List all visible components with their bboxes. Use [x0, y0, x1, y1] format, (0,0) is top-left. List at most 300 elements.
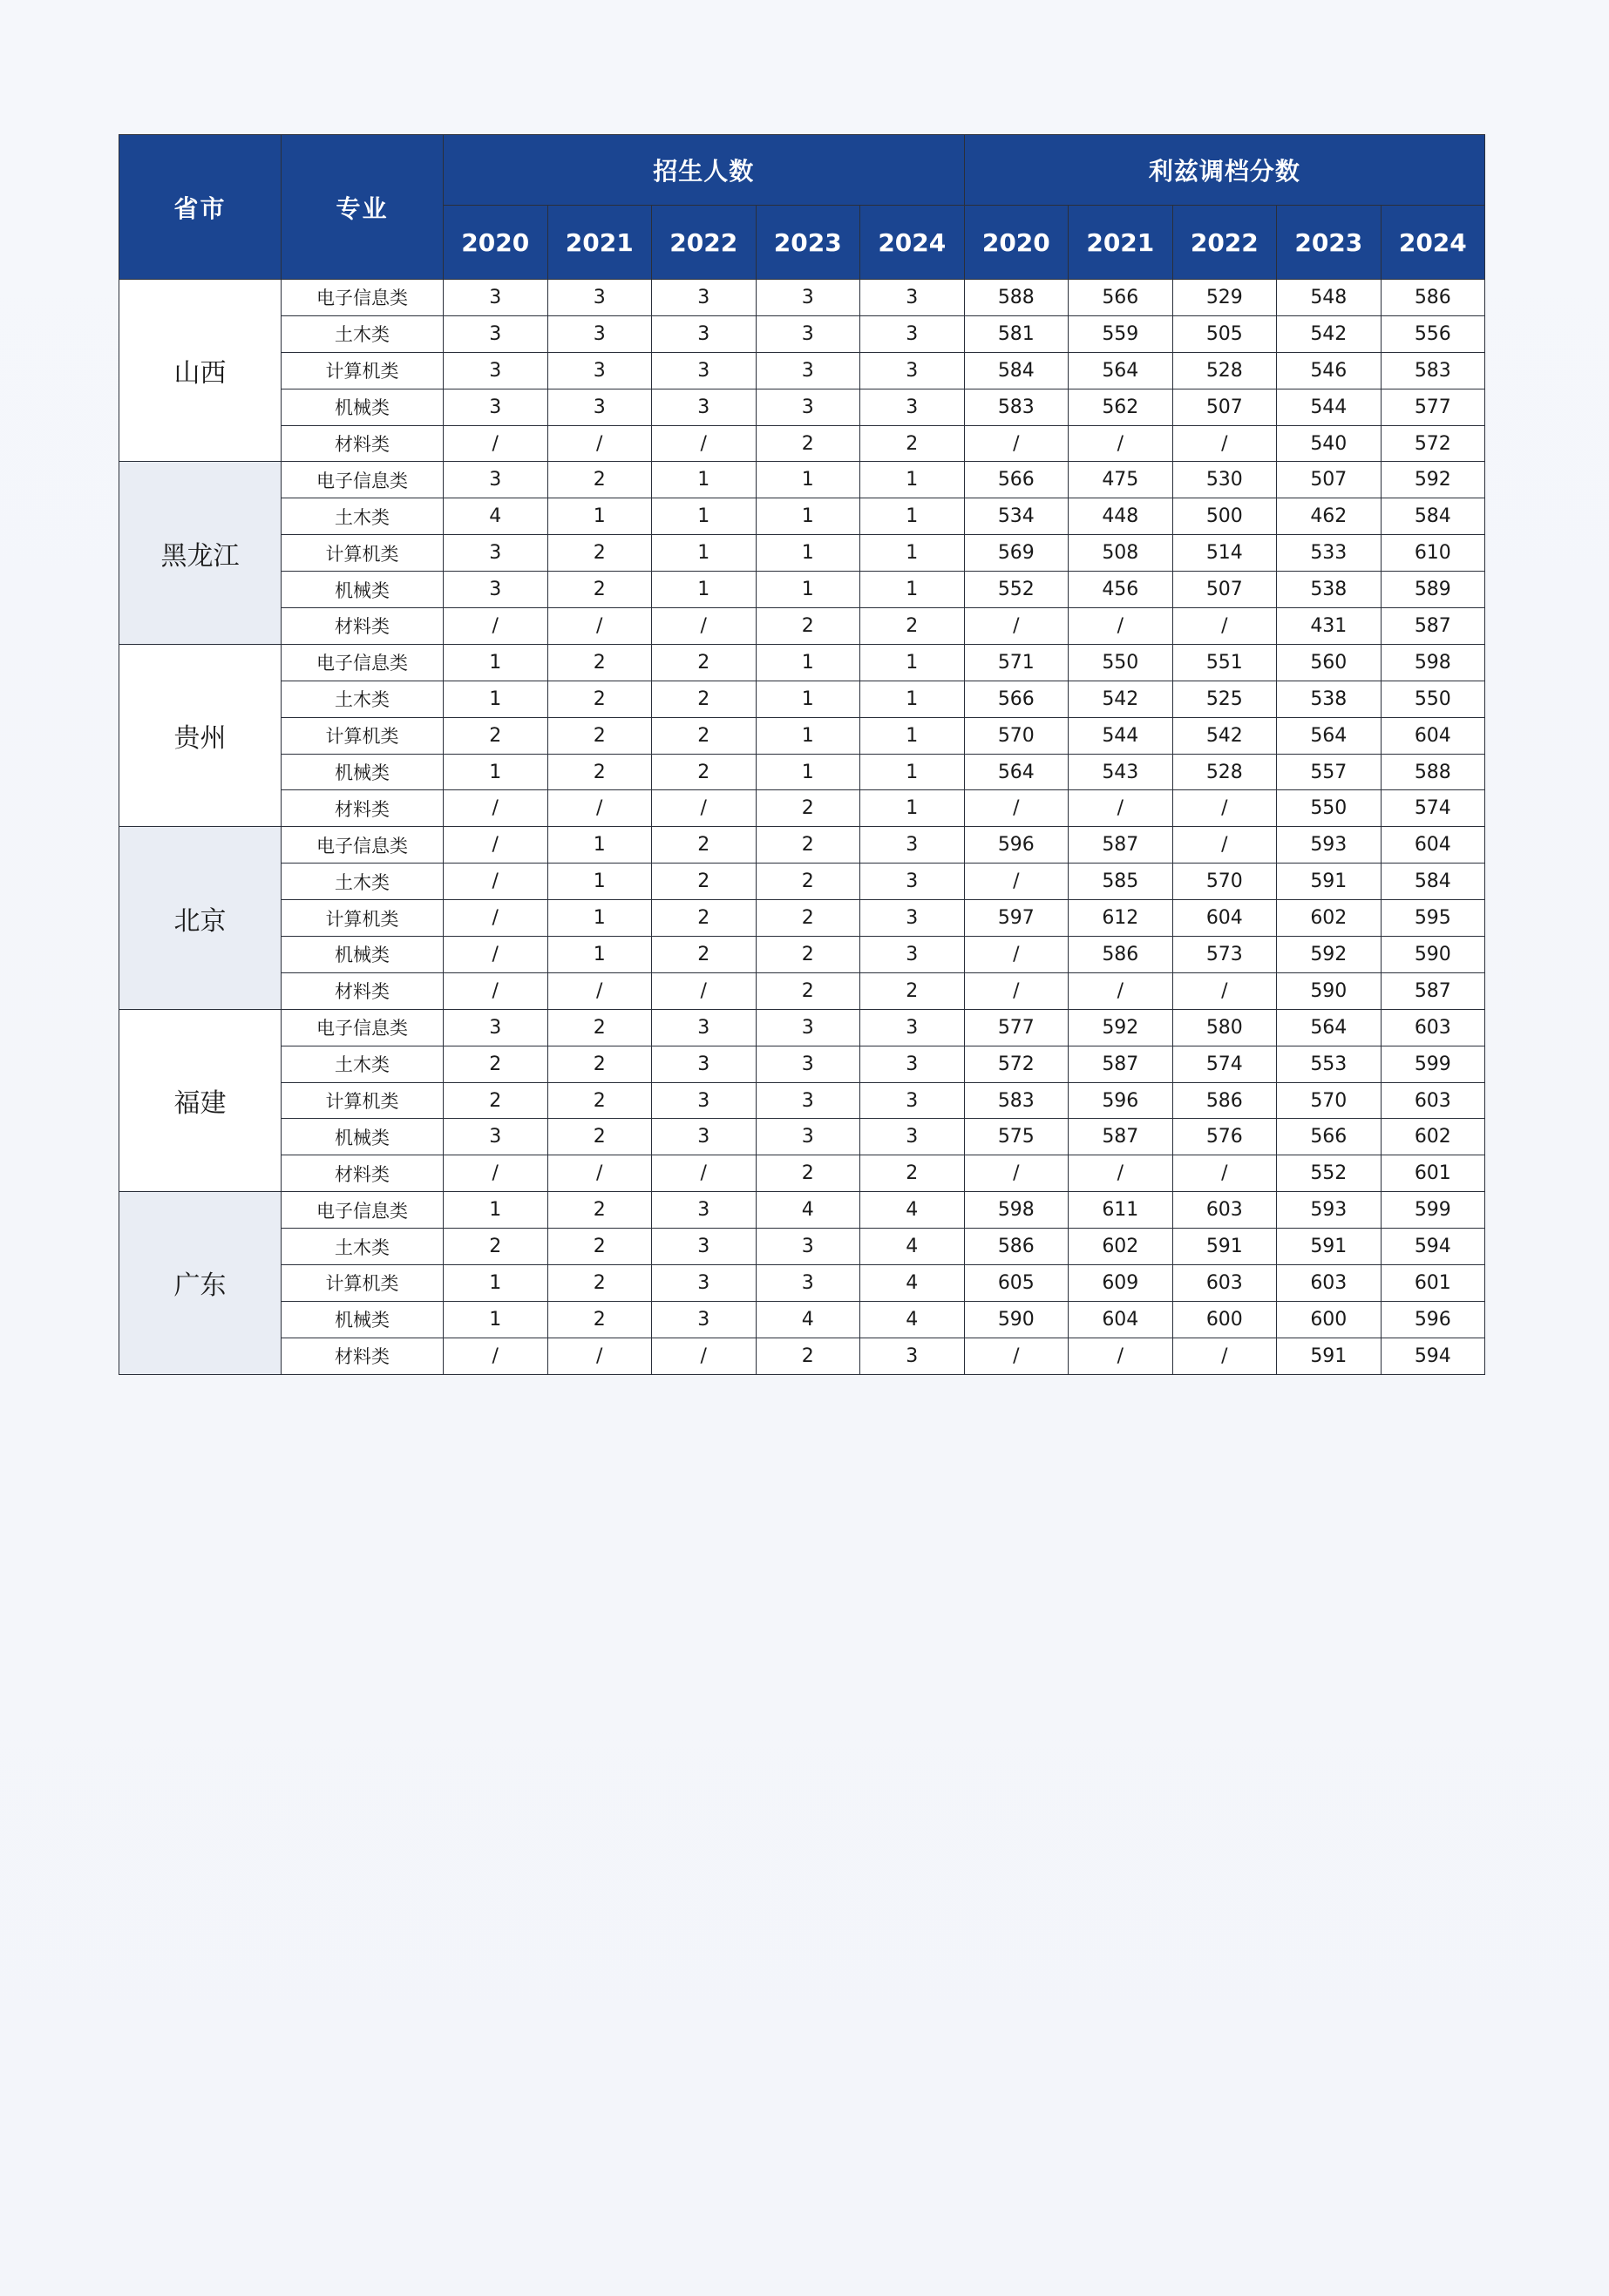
score-cell: 592: [1069, 1009, 1173, 1046]
score-cell: 529: [1172, 280, 1277, 316]
enroll-count-cell: 3: [547, 352, 652, 389]
table-row: [119, 280, 1485, 316]
major-cell: 机械类: [282, 937, 444, 973]
score-cell: 575: [964, 1119, 1069, 1155]
enroll-count-cell: 2: [756, 827, 860, 864]
enroll-count-cell: 4: [860, 1229, 965, 1265]
score-cell: 448: [1069, 498, 1173, 535]
enroll-count-cell: 2: [652, 644, 757, 681]
score-cell: 550: [1069, 644, 1173, 681]
enroll-count-cell: 2: [756, 972, 860, 1009]
enroll-count-cell: 1: [444, 1265, 548, 1302]
table-row: [119, 608, 1485, 645]
score-cell: 586: [1069, 937, 1173, 973]
score-cell: 538: [1277, 681, 1382, 717]
enroll-count-cell: 1: [756, 535, 860, 572]
header-score-year: 2023: [1277, 206, 1382, 280]
score-cell: /: [1172, 1338, 1277, 1374]
table-row: [119, 389, 1485, 425]
score-cell: 603: [1277, 1265, 1382, 1302]
enroll-count-cell: 3: [860, 1009, 965, 1046]
score-cell: 514: [1172, 535, 1277, 572]
enroll-count-cell: 3: [756, 1229, 860, 1265]
enroll-count-cell: 2: [756, 790, 860, 827]
enroll-count-cell: 2: [652, 754, 757, 790]
enroll-count-cell: /: [547, 1338, 652, 1374]
score-cell: 528: [1172, 352, 1277, 389]
enroll-count-cell: 3: [652, 389, 757, 425]
header-enroll-group: 招生人数: [444, 135, 965, 206]
score-cell: 570: [1172, 864, 1277, 900]
score-cell: 564: [1277, 717, 1382, 754]
score-cell: 597: [964, 900, 1069, 937]
enroll-count-cell: 1: [652, 572, 757, 608]
enroll-count-cell: 3: [444, 280, 548, 316]
enroll-count-cell: /: [444, 425, 548, 462]
enroll-count-cell: 2: [860, 1155, 965, 1192]
enroll-count-cell: 3: [860, 1119, 965, 1155]
score-cell: /: [964, 864, 1069, 900]
score-cell: 564: [1069, 352, 1173, 389]
enroll-count-cell: 1: [756, 572, 860, 608]
enroll-count-cell: /: [547, 1155, 652, 1192]
score-cell: 553: [1277, 1046, 1382, 1082]
score-cell: 610: [1381, 535, 1485, 572]
score-cell: 605: [964, 1265, 1069, 1302]
enroll-count-cell: 2: [547, 1009, 652, 1046]
enroll-count-cell: 2: [547, 681, 652, 717]
score-cell: 590: [1277, 972, 1382, 1009]
enroll-count-cell: 3: [652, 1301, 757, 1338]
score-cell: /: [1172, 608, 1277, 645]
enroll-count-cell: 3: [444, 572, 548, 608]
enroll-count-cell: 2: [652, 864, 757, 900]
score-cell: 475: [1069, 462, 1173, 498]
score-cell: 552: [1277, 1155, 1382, 1192]
enroll-count-cell: 1: [860, 535, 965, 572]
score-cell: 596: [1069, 1082, 1173, 1119]
table-row: [119, 754, 1485, 790]
major-cell: 计算机类: [282, 352, 444, 389]
score-cell: 530: [1172, 462, 1277, 498]
score-cell: 586: [1172, 1082, 1277, 1119]
score-cell: 566: [1277, 1119, 1382, 1155]
enroll-count-cell: 3: [756, 280, 860, 316]
enroll-count-cell: 1: [860, 681, 965, 717]
score-cell: 551: [1172, 644, 1277, 681]
enroll-count-cell: 2: [756, 900, 860, 937]
score-cell: 591: [1277, 864, 1382, 900]
score-cell: /: [1069, 790, 1173, 827]
score-cell: 525: [1172, 681, 1277, 717]
major-cell: 材料类: [282, 1338, 444, 1374]
score-cell: 542: [1172, 717, 1277, 754]
major-cell: 材料类: [282, 608, 444, 645]
enroll-count-cell: 1: [652, 498, 757, 535]
score-cell: 587: [1069, 1046, 1173, 1082]
table-row: [119, 572, 1485, 608]
major-cell: 计算机类: [282, 1265, 444, 1302]
enroll-count-cell: 3: [652, 1119, 757, 1155]
enroll-count-cell: 1: [547, 937, 652, 973]
enroll-count-cell: 2: [547, 535, 652, 572]
score-cell: 572: [1381, 425, 1485, 462]
score-cell: 601: [1381, 1265, 1485, 1302]
major-cell: 机械类: [282, 1301, 444, 1338]
enroll-count-cell: 3: [444, 1119, 548, 1155]
table-row: [119, 1338, 1485, 1374]
enroll-count-cell: 2: [547, 1119, 652, 1155]
score-cell: 507: [1277, 462, 1382, 498]
score-cell: 593: [1277, 827, 1382, 864]
major-cell: 计算机类: [282, 900, 444, 937]
enroll-count-cell: 1: [860, 498, 965, 535]
enroll-count-cell: 4: [756, 1192, 860, 1229]
score-cell: 603: [1381, 1009, 1485, 1046]
score-cell: 588: [1381, 754, 1485, 790]
enroll-count-cell: 3: [860, 900, 965, 937]
header-enroll-year: 2024: [860, 206, 965, 280]
score-cell: 538: [1277, 572, 1382, 608]
score-cell: 507: [1172, 572, 1277, 608]
table-row: [119, 1301, 1485, 1338]
enroll-count-cell: /: [444, 1338, 548, 1374]
table-row: [119, 535, 1485, 572]
score-cell: 600: [1172, 1301, 1277, 1338]
score-cell: /: [1172, 972, 1277, 1009]
table-row: [119, 790, 1485, 827]
score-cell: 592: [1277, 937, 1382, 973]
table-body: [119, 280, 1485, 1375]
enroll-count-cell: /: [652, 608, 757, 645]
score-cell: 534: [964, 498, 1069, 535]
score-cell: 586: [964, 1229, 1069, 1265]
enroll-count-cell: 1: [444, 1192, 548, 1229]
enroll-count-cell: 3: [860, 864, 965, 900]
score-cell: 591: [1277, 1229, 1382, 1265]
header-province: 省市: [119, 135, 282, 280]
header-score-year: 2022: [1172, 206, 1277, 280]
score-cell: 594: [1381, 1229, 1485, 1265]
score-cell: 543: [1069, 754, 1173, 790]
enroll-count-cell: /: [652, 1155, 757, 1192]
score-cell: 609: [1069, 1265, 1173, 1302]
table-row: [119, 1155, 1485, 1192]
table-row: [119, 937, 1485, 973]
major-cell: 土木类: [282, 1046, 444, 1082]
table-row: [119, 1119, 1485, 1155]
enroll-count-cell: 4: [444, 498, 548, 535]
admission-score-table: [119, 134, 1485, 1375]
score-cell: 564: [1277, 1009, 1382, 1046]
score-cell: 533: [1277, 535, 1382, 572]
enroll-count-cell: 1: [547, 900, 652, 937]
score-cell: 540: [1277, 425, 1382, 462]
score-cell: 590: [964, 1301, 1069, 1338]
enroll-count-cell: 3: [444, 352, 548, 389]
score-cell: /: [1069, 972, 1173, 1009]
score-cell: 583: [964, 389, 1069, 425]
score-cell: 598: [964, 1192, 1069, 1229]
score-cell: 557: [1277, 754, 1382, 790]
score-cell: 573: [1172, 937, 1277, 973]
enroll-count-cell: /: [444, 972, 548, 1009]
score-cell: 566: [1069, 280, 1173, 316]
enroll-count-cell: 4: [860, 1192, 965, 1229]
score-cell: /: [1069, 425, 1173, 462]
enroll-count-cell: 3: [756, 1009, 860, 1046]
enroll-count-cell: /: [444, 864, 548, 900]
enroll-count-cell: 4: [756, 1301, 860, 1338]
enroll-count-cell: 3: [652, 1082, 757, 1119]
enroll-count-cell: /: [444, 937, 548, 973]
enroll-count-cell: /: [652, 425, 757, 462]
score-cell: 581: [964, 315, 1069, 352]
enroll-count-cell: 2: [547, 1265, 652, 1302]
enroll-count-cell: /: [444, 790, 548, 827]
score-cell: 604: [1381, 717, 1485, 754]
score-cell: /: [1069, 1155, 1173, 1192]
enroll-count-cell: 3: [860, 280, 965, 316]
score-cell: 507: [1172, 389, 1277, 425]
table-row: [119, 900, 1485, 937]
header-score-year: 2024: [1381, 206, 1485, 280]
enroll-count-cell: 2: [756, 1338, 860, 1374]
enroll-count-cell: 3: [444, 535, 548, 572]
score-cell: 546: [1277, 352, 1382, 389]
province-cell: 贵州: [119, 644, 282, 826]
header-score-year: 2020: [964, 206, 1069, 280]
enroll-count-cell: 3: [860, 1046, 965, 1082]
score-cell: 528: [1172, 754, 1277, 790]
enroll-count-cell: 2: [756, 937, 860, 973]
score-cell: 604: [1172, 900, 1277, 937]
enroll-count-cell: 2: [652, 681, 757, 717]
score-cell: /: [964, 1155, 1069, 1192]
enroll-count-cell: 1: [860, 644, 965, 681]
score-cell: 550: [1381, 681, 1485, 717]
enroll-count-cell: 1: [444, 754, 548, 790]
score-cell: 603: [1172, 1265, 1277, 1302]
score-cell: /: [1172, 790, 1277, 827]
score-cell: 592: [1381, 462, 1485, 498]
enroll-count-cell: 3: [756, 315, 860, 352]
enroll-count-cell: 2: [860, 608, 965, 645]
header-enroll-year: 2023: [756, 206, 860, 280]
enroll-count-cell: 2: [756, 608, 860, 645]
score-cell: 462: [1277, 498, 1382, 535]
table-row: [119, 681, 1485, 717]
enroll-count-cell: 1: [547, 864, 652, 900]
score-cell: 550: [1277, 790, 1382, 827]
score-cell: 574: [1172, 1046, 1277, 1082]
score-cell: 588: [964, 280, 1069, 316]
header-score-year: 2021: [1069, 206, 1173, 280]
enroll-count-cell: 2: [444, 1046, 548, 1082]
enroll-count-cell: 3: [756, 1119, 860, 1155]
score-cell: 560: [1277, 644, 1382, 681]
score-cell: 552: [964, 572, 1069, 608]
enroll-count-cell: 2: [652, 717, 757, 754]
enroll-count-cell: 3: [860, 1338, 965, 1374]
major-cell: 土木类: [282, 498, 444, 535]
enroll-count-cell: 2: [547, 572, 652, 608]
score-cell: 572: [964, 1046, 1069, 1082]
enroll-count-cell: 2: [860, 425, 965, 462]
score-cell: 566: [964, 681, 1069, 717]
enroll-count-cell: 1: [756, 498, 860, 535]
score-cell: 596: [1381, 1301, 1485, 1338]
score-cell: 566: [964, 462, 1069, 498]
score-cell: 589: [1381, 572, 1485, 608]
enroll-count-cell: 1: [444, 681, 548, 717]
enroll-count-cell: 1: [756, 754, 860, 790]
score-cell: /: [1172, 827, 1277, 864]
enroll-count-cell: 2: [547, 717, 652, 754]
score-cell: 601: [1381, 1155, 1485, 1192]
score-cell: 559: [1069, 315, 1173, 352]
major-cell: 土木类: [282, 681, 444, 717]
table-header: [119, 135, 1485, 280]
score-cell: 500: [1172, 498, 1277, 535]
enroll-count-cell: /: [547, 972, 652, 1009]
score-cell: 591: [1172, 1229, 1277, 1265]
header-enroll-year: 2022: [652, 206, 757, 280]
score-cell: /: [1172, 425, 1277, 462]
major-cell: 材料类: [282, 972, 444, 1009]
score-cell: 584: [1381, 498, 1485, 535]
table-row: [119, 644, 1485, 681]
table-row: [119, 462, 1485, 498]
score-cell: 598: [1381, 644, 1485, 681]
major-cell: 土木类: [282, 315, 444, 352]
score-cell: /: [964, 790, 1069, 827]
enroll-count-cell: 3: [444, 1009, 548, 1046]
enroll-count-cell: 1: [756, 681, 860, 717]
score-cell: /: [964, 425, 1069, 462]
table-row: [119, 498, 1485, 535]
score-cell: 505: [1172, 315, 1277, 352]
enroll-count-cell: /: [652, 790, 757, 827]
score-cell: 584: [1381, 864, 1485, 900]
enroll-count-cell: 2: [444, 1229, 548, 1265]
score-cell: 556: [1381, 315, 1485, 352]
score-cell: /: [1069, 608, 1173, 645]
score-cell: 564: [964, 754, 1069, 790]
score-cell: 548: [1277, 280, 1382, 316]
enroll-count-cell: 1: [444, 1301, 548, 1338]
major-cell: 电子信息类: [282, 1192, 444, 1229]
enroll-count-cell: 3: [652, 1009, 757, 1046]
table-row: [119, 1265, 1485, 1302]
enroll-count-cell: /: [652, 972, 757, 1009]
table-row: [119, 717, 1485, 754]
major-cell: 材料类: [282, 1155, 444, 1192]
table-row: [119, 1046, 1485, 1082]
enroll-count-cell: 3: [652, 1192, 757, 1229]
score-cell: 604: [1381, 827, 1485, 864]
score-cell: 600: [1277, 1301, 1382, 1338]
enroll-count-cell: 2: [860, 972, 965, 1009]
major-cell: 土木类: [282, 1229, 444, 1265]
enroll-count-cell: 3: [860, 1082, 965, 1119]
enroll-count-cell: 1: [860, 572, 965, 608]
score-cell: 586: [1381, 280, 1485, 316]
score-cell: 544: [1069, 717, 1173, 754]
enroll-count-cell: 1: [444, 644, 548, 681]
enroll-count-cell: /: [444, 1155, 548, 1192]
enroll-count-cell: 3: [860, 389, 965, 425]
enroll-count-cell: 3: [756, 352, 860, 389]
enroll-count-cell: 3: [756, 1265, 860, 1302]
score-cell: 569: [964, 535, 1069, 572]
enroll-count-cell: 2: [444, 717, 548, 754]
major-cell: 土木类: [282, 864, 444, 900]
table-row: [119, 1192, 1485, 1229]
enroll-count-cell: 1: [860, 462, 965, 498]
score-cell: 599: [1381, 1046, 1485, 1082]
score-cell: 595: [1381, 900, 1485, 937]
score-cell: 612: [1069, 900, 1173, 937]
header-row-groups: [119, 135, 1485, 206]
header-major: 专业: [282, 135, 444, 280]
major-cell: 计算机类: [282, 717, 444, 754]
enroll-count-cell: 1: [652, 535, 757, 572]
score-cell: 431: [1277, 608, 1382, 645]
score-cell: 562: [1069, 389, 1173, 425]
score-cell: 584: [964, 352, 1069, 389]
enroll-count-cell: 3: [547, 315, 652, 352]
enroll-count-cell: 2: [547, 644, 652, 681]
score-cell: 576: [1172, 1119, 1277, 1155]
table-row: [119, 352, 1485, 389]
major-cell: 电子信息类: [282, 462, 444, 498]
enroll-count-cell: 1: [860, 717, 965, 754]
score-cell: 591: [1277, 1338, 1382, 1374]
score-cell: 603: [1381, 1082, 1485, 1119]
enroll-count-cell: /: [547, 608, 652, 645]
major-cell: 电子信息类: [282, 280, 444, 316]
score-cell: 594: [1381, 1338, 1485, 1374]
score-cell: 583: [1381, 352, 1485, 389]
table-row: [119, 972, 1485, 1009]
province-cell: 山西: [119, 280, 282, 462]
score-cell: 611: [1069, 1192, 1173, 1229]
enroll-count-cell: 3: [756, 1046, 860, 1082]
score-cell: 585: [1069, 864, 1173, 900]
score-cell: 593: [1277, 1192, 1382, 1229]
major-cell: 电子信息类: [282, 827, 444, 864]
score-cell: /: [964, 937, 1069, 973]
province-cell: 北京: [119, 827, 282, 1009]
enroll-count-cell: 2: [652, 827, 757, 864]
table-row: [119, 1082, 1485, 1119]
enroll-count-cell: 1: [547, 827, 652, 864]
score-cell: 542: [1069, 681, 1173, 717]
enroll-count-cell: 3: [860, 937, 965, 973]
score-cell: 542: [1277, 315, 1382, 352]
enroll-count-cell: 3: [444, 389, 548, 425]
enroll-count-cell: /: [547, 790, 652, 827]
major-cell: 材料类: [282, 425, 444, 462]
enroll-count-cell: 3: [547, 280, 652, 316]
score-cell: 570: [1277, 1082, 1382, 1119]
enroll-count-cell: /: [444, 900, 548, 937]
enroll-count-cell: 2: [547, 462, 652, 498]
score-cell: 599: [1381, 1192, 1485, 1229]
table-row: [119, 425, 1485, 462]
score-cell: 456: [1069, 572, 1173, 608]
